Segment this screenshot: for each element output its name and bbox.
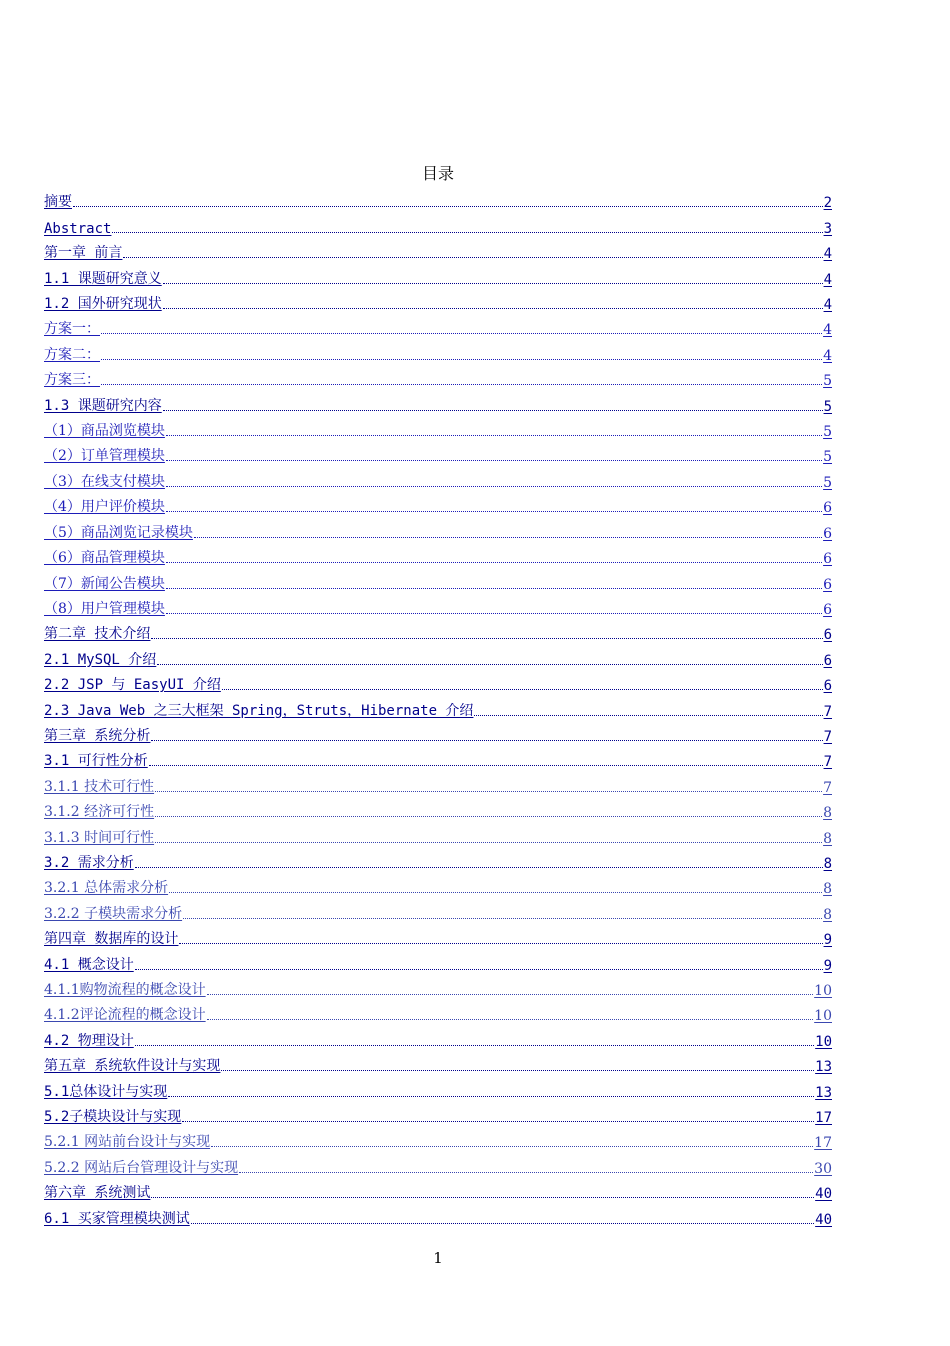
toc-dot-leader xyxy=(474,714,822,716)
toc-dot-leader xyxy=(101,332,822,334)
toc-entry-page-number: 6 xyxy=(823,500,832,517)
toc-entry-label: 3.1 可行性分析 xyxy=(44,753,148,770)
toc-entry-label: （3）在线支付模块 xyxy=(44,473,165,490)
toc-entry[interactable] xyxy=(44,1075,832,1100)
toc-entry[interactable] xyxy=(44,770,832,795)
toc-entry-label: 第三章 系统分析 xyxy=(44,727,151,744)
toc-entry[interactable] xyxy=(44,948,832,973)
toc-entry-page-number: 5 xyxy=(823,474,832,491)
page-number: 1 xyxy=(433,1249,443,1267)
toc-entry-page-number: 6 xyxy=(823,627,832,644)
toc-entry[interactable] xyxy=(44,618,832,643)
toc-title: 目录 xyxy=(421,164,454,183)
toc-entry-page-number: 13 xyxy=(815,1059,832,1076)
toc-dot-leader xyxy=(166,434,822,436)
toc-entry[interactable] xyxy=(44,211,832,236)
toc-entry-label: （6）商品管理模块 xyxy=(44,550,165,567)
toc-entry-label: 方案二： xyxy=(44,346,100,363)
toc-entry[interactable] xyxy=(44,1024,832,1049)
toc-entry[interactable] xyxy=(44,389,832,414)
toc-dot-leader xyxy=(163,282,823,284)
toc-entry-page-number: 4 xyxy=(823,347,832,364)
toc-entry-label: 2.1 MySQL 介绍 xyxy=(44,651,157,668)
toc-entry[interactable] xyxy=(44,720,832,745)
toc-entry-page-number: 8 xyxy=(823,855,832,872)
toc-entry[interactable] xyxy=(44,440,832,465)
toc-entry[interactable] xyxy=(44,999,832,1024)
toc-entry-page-number: 40 xyxy=(815,1211,832,1228)
toc-entry-label: 第五章 系统软件设计与实现 xyxy=(44,1058,221,1075)
toc-entry[interactable] xyxy=(44,567,832,592)
toc-entry-label: 4.1.2评论流程的概念设计 xyxy=(44,1007,206,1024)
toc-entry-page-number: 10 xyxy=(815,1033,832,1050)
toc-dot-leader xyxy=(166,561,822,563)
toc-entry-page-number: 4 xyxy=(823,246,832,263)
toc-entry-label: （7）新闻公告模块 xyxy=(44,575,165,592)
toc-entry-label: 5.2.2 网站后台管理设计与实现 xyxy=(44,1159,239,1176)
toc-entry[interactable] xyxy=(44,288,832,313)
toc-entry[interactable] xyxy=(44,872,832,897)
toc-entry-page-number: 13 xyxy=(815,1084,832,1101)
toc-dot-leader xyxy=(222,688,823,690)
toc-entry[interactable] xyxy=(44,1050,832,1075)
toc-entry-page-number: 3 xyxy=(823,220,832,237)
toc-entry[interactable] xyxy=(44,1202,832,1227)
toc-entry[interactable] xyxy=(44,415,832,440)
toc-entry[interactable] xyxy=(44,186,832,211)
toc-entry-page-number: 5 xyxy=(823,449,832,466)
toc-entry-label: Abstract xyxy=(44,220,112,237)
toc-entry-page-number: 10 xyxy=(814,1008,832,1025)
toc-dot-leader xyxy=(183,917,822,919)
toc-entry-page-number: 7 xyxy=(823,728,832,745)
toc-entry-page-number: 5 xyxy=(823,373,832,390)
toc-entry-label: 4.1.1购物流程的概念设计 xyxy=(44,982,206,998)
toc-dot-leader xyxy=(135,1044,814,1046)
toc-entry[interactable] xyxy=(44,847,832,872)
toc-entry-page-number: 40 xyxy=(815,1186,832,1203)
toc-entry[interactable] xyxy=(44,1126,832,1151)
toc-entry[interactable] xyxy=(44,364,832,389)
toc-entry-label: 1.1 课题研究意义 xyxy=(44,270,162,287)
toc-entry-label: 4.1 概念设计 xyxy=(44,956,134,973)
toc-entry-label: 3.2.1 总体需求分析 xyxy=(44,880,169,897)
toc-entry-label: 3.2.2 子模块需求分析 xyxy=(44,905,183,922)
toc-dot-leader xyxy=(169,891,822,893)
toc-dot-leader xyxy=(211,1145,813,1147)
toc-entry-page-number: 8 xyxy=(823,906,832,923)
toc-dot-leader xyxy=(151,637,822,639)
toc-entry-page-number: 7 xyxy=(823,779,832,796)
toc-entry[interactable] xyxy=(44,542,832,567)
toc-entry-page-number: 2 xyxy=(823,195,832,212)
toc-entry[interactable] xyxy=(44,313,832,338)
toc-list xyxy=(44,186,832,1228)
toc-entry-label: 6.1 买家管理模块测试 xyxy=(44,1210,190,1227)
toc-entry-label: 1.2 国外研究现状 xyxy=(44,296,162,313)
toc-dot-leader xyxy=(194,536,822,538)
toc-entry-label: （4）用户评价模块 xyxy=(44,499,165,516)
toc-dot-leader xyxy=(207,993,814,995)
toc-entry-page-number: 6 xyxy=(823,576,832,593)
toc-entry[interactable] xyxy=(44,745,832,770)
toc-entry-page-number: 6 xyxy=(823,601,832,618)
toc-entry-label: 3.1.2 经济可行性 xyxy=(44,804,155,821)
toc-entry-label: 第一章 前言 xyxy=(44,245,123,262)
toc-dot-leader xyxy=(166,612,822,614)
toc-dot-leader xyxy=(191,1222,814,1224)
toc-entry[interactable] xyxy=(44,669,832,694)
toc-dot-leader xyxy=(168,1095,814,1097)
toc-dot-leader xyxy=(163,409,823,411)
toc-dot-leader xyxy=(123,256,822,258)
toc-entry-page-number: 8 xyxy=(823,830,832,847)
toc-entry-page-number: 17 xyxy=(815,1110,832,1127)
toc-entry-page-number: 6 xyxy=(823,525,832,542)
toc-entry[interactable] xyxy=(44,262,832,287)
toc-dot-leader xyxy=(182,1120,814,1122)
toc-entry-label: 第二章 技术介绍 xyxy=(44,626,151,643)
toc-entry-page-number: 6 xyxy=(823,678,832,695)
toc-entry-page-number: 6 xyxy=(823,551,832,568)
toc-dot-leader xyxy=(155,790,822,792)
toc-entry-label: 5.1总体设计与实现 xyxy=(44,1083,168,1100)
toc-entry-label: 方案一： xyxy=(44,321,100,338)
toc-entry-label: 第四章 数据库的设计 xyxy=(44,931,179,948)
toc-entry-page-number: 17 xyxy=(814,1135,832,1152)
toc-entry-page-number: 8 xyxy=(823,805,832,822)
toc-dot-leader xyxy=(166,459,822,461)
toc-dot-leader xyxy=(163,307,823,309)
toc-dot-leader xyxy=(73,205,823,207)
toc-dot-leader xyxy=(207,1018,814,1020)
toc-entry-page-number: 10 xyxy=(814,983,832,999)
toc-entry[interactable] xyxy=(44,465,832,490)
toc-entry-label: 2.2 JSP 与 EasyUI 介绍 xyxy=(44,677,221,694)
toc-entry-label: 摘要 xyxy=(44,194,72,211)
toc-dot-leader xyxy=(101,358,822,360)
toc-entry[interactable] xyxy=(44,974,832,999)
toc-entry[interactable] xyxy=(44,516,832,541)
toc-entry-page-number: 8 xyxy=(823,881,832,898)
toc-entry[interactable] xyxy=(44,237,832,262)
toc-entry[interactable] xyxy=(44,923,832,948)
toc-entry[interactable] xyxy=(44,338,832,363)
toc-entry-label: 3.1.3 时间可行性 xyxy=(44,829,155,846)
toc-entry-label: 5.2.1 网站前台设计与实现 xyxy=(44,1134,211,1151)
toc-dot-leader xyxy=(155,841,822,843)
toc-entry[interactable] xyxy=(44,1101,832,1126)
toc-dot-leader xyxy=(135,968,823,970)
toc-entry[interactable] xyxy=(44,1177,832,1202)
toc-dot-leader xyxy=(151,1196,814,1198)
toc-entry[interactable] xyxy=(44,796,832,821)
toc-entry[interactable] xyxy=(44,643,832,668)
toc-entry-label: （2）订单管理模块 xyxy=(44,448,165,465)
toc-entry[interactable] xyxy=(44,694,832,719)
toc-entry[interactable] xyxy=(44,491,832,516)
toc-entry[interactable] xyxy=(44,897,832,922)
toc-dot-leader xyxy=(166,587,822,589)
toc-entry-page-number: 5 xyxy=(823,424,832,441)
toc-entry-label: 3.2 需求分析 xyxy=(44,854,134,871)
toc-entry-label: 4.2 物理设计 xyxy=(44,1032,134,1049)
toc-entry-page-number: 6 xyxy=(823,652,832,669)
toc-entry-page-number: 4 xyxy=(823,271,832,288)
toc-dot-leader xyxy=(155,815,822,817)
toc-entry-label: 方案三： xyxy=(44,372,100,389)
toc-dot-leader xyxy=(239,1171,813,1173)
toc-dot-leader xyxy=(157,663,822,665)
toc-entry[interactable] xyxy=(44,821,832,846)
toc-entry-page-number: 4 xyxy=(823,322,832,339)
toc-dot-leader xyxy=(179,942,822,944)
toc-dot-leader xyxy=(135,866,823,868)
toc-entry-label: （1）商品浏览模块 xyxy=(44,423,165,440)
toc-dot-leader xyxy=(112,231,822,233)
toc-dot-leader xyxy=(151,739,822,741)
toc-dot-leader xyxy=(166,510,822,512)
toc-entry-page-number: 30 xyxy=(814,1160,832,1177)
toc-dot-leader xyxy=(166,485,822,487)
toc-entry-page-number: 9 xyxy=(823,932,832,949)
toc-entry-label: （8）用户管理模块 xyxy=(44,600,165,617)
toc-entry-label: 3.1.1 技术可行性 xyxy=(44,778,155,795)
toc-entry-label: 2.3 Java Web 之三大框架 Spring，Struts，Hibernate 介绍 xyxy=(44,702,474,719)
toc-entry-label: 第六章 系统测试 xyxy=(44,1185,151,1202)
toc-dot-leader xyxy=(101,383,822,385)
toc-entry-page-number: 5 xyxy=(823,398,832,415)
toc-dot-leader xyxy=(149,764,823,766)
toc-entry-label: 1.3 课题研究内容 xyxy=(44,397,162,414)
toc-entry-page-number: 7 xyxy=(823,754,832,771)
toc-entry-label: 5.2子模块设计与实现 xyxy=(44,1109,182,1126)
toc-entry-page-number: 4 xyxy=(823,297,832,314)
toc-entry[interactable] xyxy=(44,593,832,618)
toc-entry-page-number: 9 xyxy=(823,957,832,974)
toc-entry[interactable] xyxy=(44,1151,832,1176)
toc-dot-leader xyxy=(221,1069,814,1071)
toc-entry-page-number: 7 xyxy=(823,703,832,720)
toc-entry-label: （5）商品浏览记录模块 xyxy=(44,524,193,541)
